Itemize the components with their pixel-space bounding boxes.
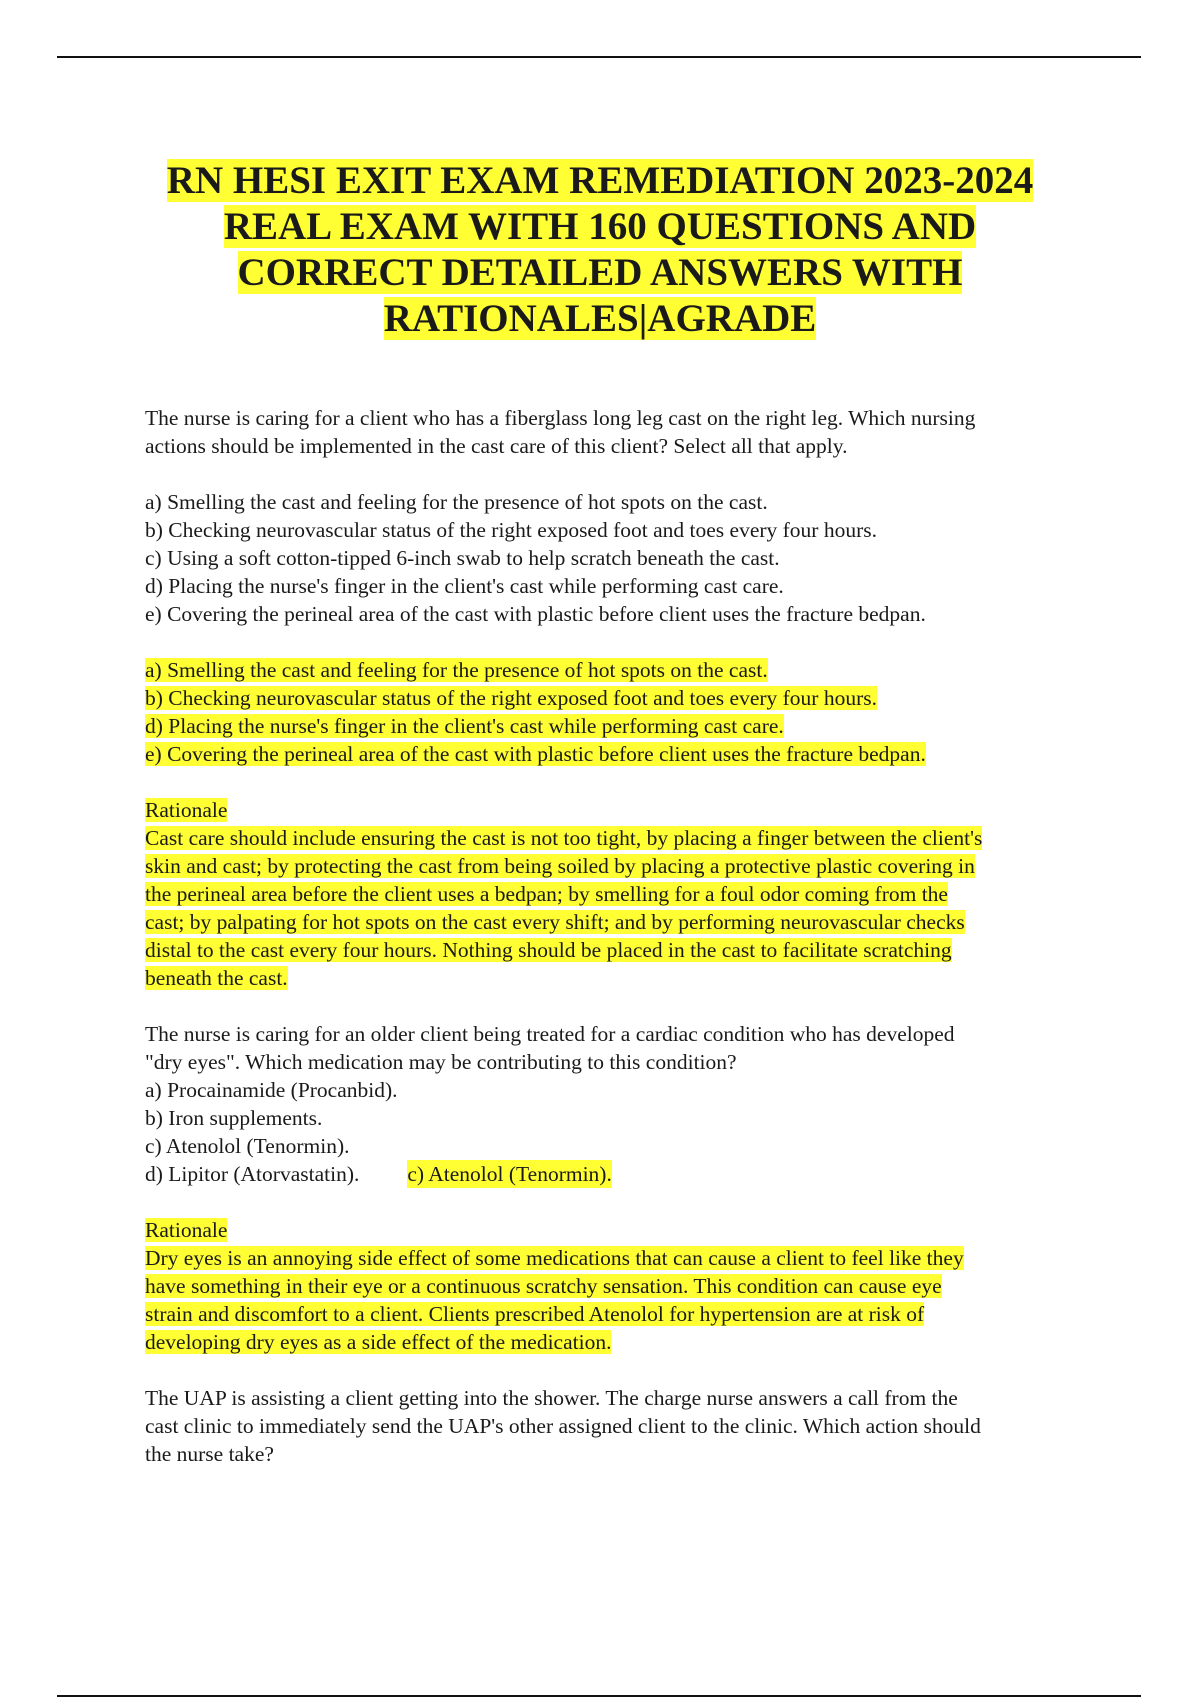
rationale-line: skin and cast; by protecting the cast from being soiled by placing a protective plastic covering in (145, 854, 975, 878)
option-line: a) Smelling the cast and feeling for the presence of hot spots on the cast. (145, 490, 768, 514)
rationale-label: Rationale (145, 1218, 228, 1242)
question-stem-line: actions should be implemented in the cast care of this client? Select all that apply. (145, 434, 848, 458)
question-stem-line: the nurse take? (145, 1442, 274, 1466)
title-line: RN HESI EXIT EXAM REMEDIATION 2023-2024 (166, 159, 1034, 202)
answer-line: d) Placing the nurse's finger in the client's cast while performing cast care. (145, 714, 784, 738)
answer-line: c) Atenolol (Tenormin). (407, 1162, 612, 1186)
option-line: b) Checking neurovascular status of the right exposed foot and toes every four hours. (145, 518, 877, 542)
question-stem-line: "dry eyes". Which medication may be contributing to this condition? (145, 1050, 737, 1074)
title-line: REAL EXAM WITH 160 QUESTIONS AND (223, 205, 977, 248)
option-line: e) Covering the perineal area of the cast with plastic before client uses the fracture bedpan. (145, 602, 926, 626)
question-stem-line: The UAP is assisting a client getting into the shower. The charge nurse answers a call from the (145, 1386, 958, 1410)
bottom-rule (57, 1695, 1141, 1697)
rationale-line: have something in their eye or a continuous scratchy sensation. This condition can cause eye (145, 1274, 942, 1298)
rationale-line: beneath the cast. (145, 966, 288, 990)
question-2 (145, 1020, 1090, 1356)
title-line: RATIONALES|AGRADE (383, 297, 817, 340)
rationale-line: distal to the cast every four hours. Nothing should be placed in the cast to facilitate scratching (145, 938, 952, 962)
question-stem-line: The nurse is caring for an older client being treated for a cardiac condition who has developed (145, 1022, 955, 1046)
rationale-line: Dry eyes is an annoying side effect of some medications that can cause a client to feel like they (145, 1246, 964, 1270)
option-line: c) Atenolol (Tenormin). (145, 1134, 350, 1158)
question-stem-line: cast clinic to immediately send the UAP's other assigned client to the clinic. Which action should (145, 1414, 981, 1438)
rationale-line: cast; by palpating for hot spots on the cast every shift; and by performing neurovascular checks (145, 910, 965, 934)
answer-line: e) Covering the perineal area of the cast with plastic before client uses the fracture bedpan. (145, 742, 926, 766)
option-line: c) Using a soft cotton-tipped 6-inch swab to help scratch beneath the cast. (145, 546, 780, 570)
question-stem-line: The nurse is caring for a client who has a fiberglass long leg cast on the right leg. Which nursing (145, 406, 976, 430)
option-line: d) Placing the nurse's finger in the client's cast while performing cast care. (145, 574, 784, 598)
rationale-label: Rationale (145, 798, 228, 822)
top-rule (57, 56, 1141, 58)
rationale-line: the perineal area before the client uses a bedpan; by smelling for a foul odor coming from the (145, 882, 948, 906)
option-line: a) Procainamide (Procanbid). (145, 1078, 398, 1102)
question-1 (145, 404, 1090, 992)
option-line: d) Lipitor (Atorvastatin). (145, 1162, 360, 1186)
rationale-line: developing dry eyes as a side effect of the medication. (145, 1330, 612, 1354)
question-3 (145, 1384, 1090, 1468)
answer-line: a) Smelling the cast and feeling for the presence of hot spots on the cast. (145, 658, 768, 682)
rationale-line: strain and discomfort to a client. Clients prescribed Atenolol for hypertension are at risk of (145, 1302, 925, 1326)
option-line: b) Iron supplements. (145, 1106, 323, 1130)
rationale-line: Cast care should include ensuring the cast is not too tight, by placing a finger between the client's (145, 826, 983, 850)
document-title (100, 158, 1100, 342)
title-line: CORRECT DETAILED ANSWERS WITH (237, 251, 963, 294)
document-body (145, 404, 1090, 1468)
answer-line: b) Checking neurovascular status of the right exposed foot and toes every four hours. (145, 686, 877, 710)
